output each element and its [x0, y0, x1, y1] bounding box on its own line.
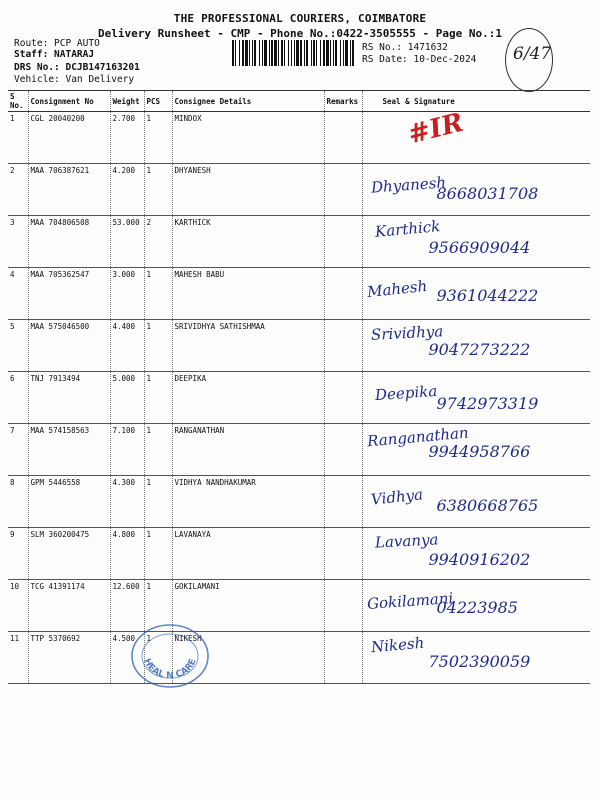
- cell-signature: [362, 632, 590, 684]
- table-header: [8, 91, 590, 112]
- cell-signature: [362, 164, 590, 216]
- cell-consignment: TNJ 7913494: [28, 372, 110, 424]
- cell-remarks: [324, 216, 362, 268]
- cell-signature: [362, 320, 590, 372]
- cell-remarks: [324, 476, 362, 528]
- cell-pcs: 1: [144, 424, 172, 476]
- table-row: [8, 528, 590, 580]
- rs-date: RS Date: 10-Dec-2024: [362, 54, 477, 65]
- cell-sno: 9: [8, 528, 28, 580]
- cell-sno: 10: [8, 580, 28, 632]
- cell-weight: 5.000: [110, 372, 144, 424]
- cell-weight: 4.200: [110, 164, 144, 216]
- handwritten-page-count: 6/47: [513, 44, 552, 64]
- runsheet-table: [8, 90, 590, 684]
- route-label: Route: PCP AUTO: [14, 38, 100, 49]
- cell-pcs: 1: [144, 580, 172, 632]
- cell-consignment: SLM 360200475: [28, 528, 110, 580]
- cell-sno: 8: [8, 476, 28, 528]
- cell-sno: 3: [8, 216, 28, 268]
- cell-remarks: [324, 424, 362, 476]
- col-consignment: Consignment No: [28, 91, 110, 112]
- cell-consignee: MINDOX: [172, 112, 324, 164]
- col-consignee: Consignee Details: [172, 91, 324, 112]
- signature-name: Dhyanesh: [369, 173, 447, 197]
- table-row: [8, 424, 590, 476]
- cell-remarks: [324, 528, 362, 580]
- signature-phone: 7502390059: [428, 652, 531, 671]
- cell-consignment: MAA 575046500: [28, 320, 110, 372]
- table-row: [8, 580, 590, 632]
- cell-consignee: GOKILAMANI: [172, 580, 324, 632]
- cell-pcs: 1: [144, 164, 172, 216]
- cell-pcs: 1: [144, 320, 172, 372]
- signature-phone: 9742973319: [436, 394, 539, 413]
- signature-phone: 9566909044: [428, 238, 531, 257]
- signature-name: #IR: [404, 107, 466, 151]
- stamp-text: HEAL N CARE: [141, 657, 199, 681]
- cell-weight: 7.100: [110, 424, 144, 476]
- cell-consignment: GPM 5446558: [28, 476, 110, 528]
- cell-weight: 2.700: [110, 112, 144, 164]
- signature-name: Ranganathan: [365, 423, 469, 451]
- signature-phone: 9940916202: [428, 550, 531, 569]
- cell-remarks: [324, 164, 362, 216]
- signature-phone: 9361044222: [436, 286, 539, 305]
- col-weight: Weight: [110, 91, 144, 112]
- signature-phone: 9944958766: [428, 442, 531, 461]
- cell-weight: 12.600: [110, 580, 144, 632]
- cell-consignment: MAA 704806508: [28, 216, 110, 268]
- cell-signature: [362, 528, 590, 580]
- cell-consignee: NIKESH: [172, 632, 324, 684]
- cell-sno: 4: [8, 268, 28, 320]
- table-row: [8, 216, 590, 268]
- signature-name: Karthick: [373, 217, 441, 241]
- cell-remarks: [324, 632, 362, 684]
- table-row: [8, 320, 590, 372]
- cell-pcs: 1: [144, 372, 172, 424]
- signature-name: Deepika: [373, 381, 438, 405]
- cell-pcs: 1: [144, 476, 172, 528]
- cell-consignee: LAVANAYA: [172, 528, 324, 580]
- cell-pcs: 1: [144, 112, 172, 164]
- heal-n-care-stamp: [125, 620, 215, 692]
- cell-consignee: VIDHYA NANDHAKUMAR: [172, 476, 324, 528]
- cell-consignment: TTP 5370692: [28, 632, 110, 684]
- signature-phone: 04223985: [436, 598, 518, 617]
- cell-pcs: 1: [144, 632, 172, 684]
- cell-weight: 53.000: [110, 216, 144, 268]
- cell-sno: 6: [8, 372, 28, 424]
- cell-pcs: 1: [144, 528, 172, 580]
- table-row: [8, 632, 590, 684]
- cell-consignment: MAA 705362547: [28, 268, 110, 320]
- cell-weight: 4.300: [110, 476, 144, 528]
- cell-consignee: RANGANATHAN: [172, 424, 324, 476]
- col-sno: S No.: [8, 91, 28, 112]
- cell-signature: [362, 424, 590, 476]
- cell-signature: [362, 476, 590, 528]
- cell-consignment: TCG 41391174: [28, 580, 110, 632]
- table-row: [8, 476, 590, 528]
- cell-consignee: MAHESH BABU: [172, 268, 324, 320]
- cell-consignee: SRIVIDHYA SATHISHMAA: [172, 320, 324, 372]
- signature-phone: 6380668765: [436, 496, 539, 515]
- cell-weight: 4.800: [110, 528, 144, 580]
- company-title: THE PROFESSIONAL COURIERS, COIMBATORE: [173, 12, 427, 25]
- cell-remarks: [324, 580, 362, 632]
- cell-sno: 2: [8, 164, 28, 216]
- cell-signature: [362, 580, 590, 632]
- cell-consignee: DEEPIKA: [172, 372, 324, 424]
- cell-sno: 11: [8, 632, 28, 684]
- signature-name: Gokilamani: [365, 589, 454, 613]
- cell-consignment: MAA 706387621: [28, 164, 110, 216]
- signature-name: Mahesh: [365, 276, 428, 302]
- cell-remarks: [324, 268, 362, 320]
- table-row: [8, 112, 590, 164]
- table-row: [8, 268, 590, 320]
- signature-phone: 8668031708: [436, 184, 539, 203]
- cell-weight: 4.500: [110, 632, 144, 684]
- cell-consignment: CGL 20040200: [28, 112, 110, 164]
- cell-remarks: [324, 320, 362, 372]
- signature-name: Vidhya: [369, 485, 424, 509]
- signature-name: Srividhya: [370, 322, 444, 344]
- col-pcs: PCS: [144, 91, 172, 112]
- table-row: [8, 164, 590, 216]
- cell-consignee: KARTHICK: [172, 216, 324, 268]
- cell-weight: 3.000: [110, 268, 144, 320]
- cell-signature: [362, 372, 590, 424]
- cell-consignee: DHYANESH: [172, 164, 324, 216]
- rs-number: RS No.: 1471632: [362, 42, 448, 53]
- cell-pcs: 2: [144, 216, 172, 268]
- runsheet-title: Delivery Runsheet - CMP - Phone No.:0422-3505555 - Page No.:1: [98, 27, 502, 40]
- cell-pcs: 1: [144, 268, 172, 320]
- cell-sno: 1: [8, 112, 28, 164]
- barcode: [232, 40, 356, 66]
- cell-signature: [362, 107, 590, 164]
- cell-remarks: [324, 372, 362, 424]
- signature-phone: 9047273222: [428, 340, 531, 359]
- table-row: [8, 372, 590, 424]
- signature-name: Lavanya: [374, 530, 439, 552]
- svg-text:HEAL N CARE: [141, 657, 198, 681]
- cell-weight: 4.400: [110, 320, 144, 372]
- cell-remarks: [324, 112, 362, 164]
- cell-sno: 5: [8, 320, 28, 372]
- col-remarks: Remarks: [324, 91, 362, 112]
- vehicle-label: Vehicle: Van Delivery: [14, 74, 135, 85]
- cell-consignment: MAA 574158563: [28, 424, 110, 476]
- cell-sno: 7: [8, 424, 28, 476]
- col-signature: Seal & Signature: [362, 91, 590, 112]
- signature-name: Nikesh: [369, 633, 425, 657]
- drs-number: DRS No.: DCJB147163201: [14, 62, 140, 73]
- staff-label: Staff: NATARAJ: [14, 49, 95, 60]
- cell-signature: [362, 216, 590, 268]
- cell-signature: [362, 268, 590, 320]
